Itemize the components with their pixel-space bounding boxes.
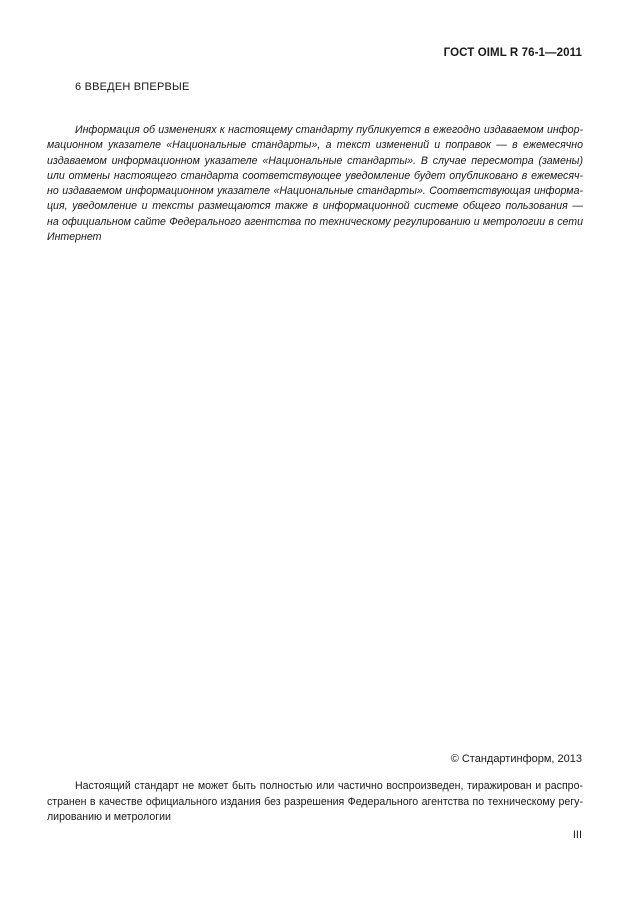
- paragraph-line: но издаваемом информационном указателе «Национальные стандарты». Соответствующая информа-: [47, 185, 583, 198]
- paragraph-line: или отмены настоящего стандарта соответствующее уведомление будет опубликовано в ежемесяч-: [47, 169, 583, 182]
- paragraph-line: Информация об изменениях к настоящему стандарту публикуется в ежегодно издаваемом инфор-: [75, 124, 583, 136]
- notice-line: странен в качестве официального издания без разрешения Федерального агентства по техническому регу-: [47, 795, 583, 808]
- copyright-notice: © Стандартинформ, 2013: [450, 753, 582, 765]
- paragraph-line: Интернет: [47, 231, 102, 244]
- page-number: III: [572, 829, 582, 841]
- amendments-information-paragraph: [47, 123, 583, 245]
- paragraph-line: на официальном сайте Федерального агентства по техническому регулированию и метрологии в сети: [47, 215, 583, 228]
- paragraph-line: издаваемом информационном указателе «Национальные стандарты». В случае пересмотра (замены): [47, 154, 583, 167]
- introduction-note: 6 ВВЕДЕН ВПЕРВЫЕ: [75, 81, 190, 93]
- notice-line: Настоящий стандарт не может быть полностью или частично воспроизведен, тиражирован и распро-: [75, 780, 583, 792]
- reproduction-notice: [47, 779, 583, 826]
- notice-line: лированию и метрологии: [47, 811, 171, 823]
- standard-code-header: ГОСТ OIML R 76-1—2011: [443, 47, 582, 59]
- paragraph-line: ция, уведомление и тексты размещаются также в информационной системе общего пользования —: [47, 200, 583, 213]
- paragraph-line: мационном указателе «Национальные стандарты», а текст изменений и поправок — в ежемесячно: [47, 139, 583, 152]
